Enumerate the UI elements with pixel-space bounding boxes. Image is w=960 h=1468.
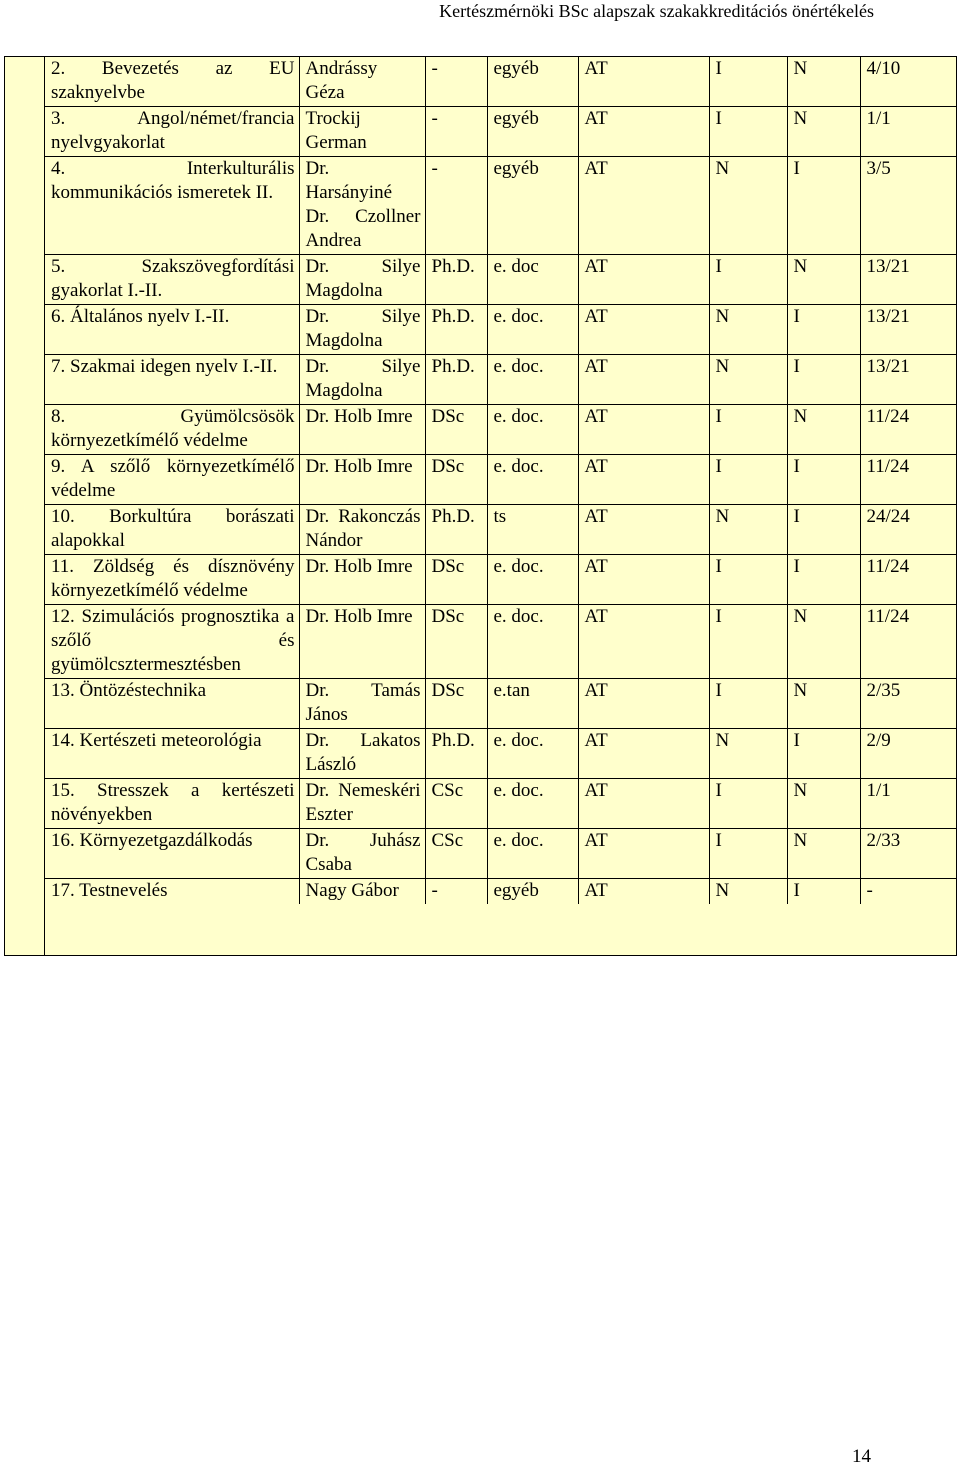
ratio-cell: 13/21 [860,355,956,405]
degree-cell: DSc [425,555,487,605]
teacher-cell: Dr. Holb Imre [299,455,425,505]
table-row [45,405,956,455]
doc-type-cell: egyéb [487,107,578,157]
employment-cell: AT [578,879,709,905]
table-row [45,879,956,905]
code-1-cell: N [709,729,787,779]
employment-cell: AT [578,555,709,605]
employment-cell: AT [578,57,709,107]
ratio-cell: 1/1 [860,779,956,829]
table-row [45,455,956,505]
ratio-cell: 2/33 [860,829,956,879]
teacher-cell: Dr. Harsányiné Dr. Czollner Andrea [299,157,425,255]
doc-type-cell: egyéb [487,57,578,107]
doc-type-cell: e. doc. [487,555,578,605]
subject-cell: 8. Gyümölcsösök környezetkímélő védelme [45,405,299,455]
code-1-cell: I [709,405,787,455]
doc-type-cell: e. doc. [487,355,578,405]
code-1-cell: N [709,505,787,555]
degree-cell: DSc [425,455,487,505]
teacher-cell: Dr. Juhász Csaba [299,829,425,879]
doc-type-cell: ts [487,505,578,555]
employment-cell: AT [578,107,709,157]
table-row [45,829,956,879]
subject-cell: 5. Szakszövegfordítási gyakorlat I.-II. [45,255,299,305]
code-2-cell: N [787,57,860,107]
ratio-cell: - [860,879,956,905]
table-row [45,779,956,829]
table-row [45,729,956,779]
teacher-cell: Dr. Nemeskéri Eszter [299,779,425,829]
code-2-cell: I [787,305,860,355]
code-2-cell: N [787,829,860,879]
subject-cell: 10. Borkultúra borászati alapokkal [45,505,299,555]
teacher-cell: Dr. Rakonczás Nándor [299,505,425,555]
teacher-cell: Dr. Silye Magdolna [299,355,425,405]
code-1-cell: I [709,555,787,605]
ratio-cell: 13/21 [860,305,956,355]
ratio-cell: 1/1 [860,107,956,157]
table-row [45,355,956,405]
page-number: 14 [852,1446,871,1467]
table-row [45,679,956,729]
degree-cell: CSc [425,779,487,829]
code-2-cell: I [787,505,860,555]
code-2-cell: I [787,555,860,605]
table-left-gutter [5,57,45,955]
subject-cell: 6. Általános nyelv I.-II. [45,305,299,355]
ratio-cell: 2/9 [860,729,956,779]
code-2-cell: I [787,355,860,405]
subject-cell: 4. Interkulturális kommunikációs ismeretek II. [45,157,299,255]
doc-type-cell: e. doc. [487,729,578,779]
employment-cell: AT [578,829,709,879]
ratio-cell: 3/5 [860,157,956,255]
subject-cell: 2. Bevezetés az EU szaknyelvbe [45,57,299,107]
subject-cell: 16. Környezetgazdálkodás [45,829,299,879]
ratio-cell: 13/21 [860,255,956,305]
code-2-cell: I [787,879,860,905]
ratio-cell: 11/24 [860,455,956,505]
degree-cell: - [425,107,487,157]
subject-cell: 9. A szőlő környezetkímélő védelme [45,455,299,505]
doc-type-cell: e. doc. [487,405,578,455]
ratio-cell: 24/24 [860,505,956,555]
code-1-cell: I [709,57,787,107]
employment-cell: AT [578,779,709,829]
table-row [45,57,956,107]
employment-cell: AT [578,605,709,679]
course-table [45,57,956,904]
code-1-cell: N [709,355,787,405]
code-1-cell: I [709,107,787,157]
table-row [45,107,956,157]
code-2-cell: N [787,405,860,455]
employment-cell: AT [578,729,709,779]
doc-type-cell: e.tan [487,679,578,729]
doc-type-cell: e. doc. [487,605,578,679]
code-2-cell: N [787,107,860,157]
doc-type-cell: e. doc. [487,305,578,355]
teacher-cell: Dr. Holb Imre [299,555,425,605]
subject-cell: 13. Öntözéstechnika [45,679,299,729]
code-1-cell: I [709,255,787,305]
subject-cell: 12. Szimulációs prognosztika a szőlő és gyümölcsztermesztésben [45,605,299,679]
employment-cell: AT [578,405,709,455]
code-2-cell: N [787,779,860,829]
subject-cell: 17. Testnevelés [51,880,168,901]
code-1-cell: I [709,679,787,729]
table-row [45,157,956,255]
degree-cell: Ph.D. [425,305,487,355]
doc-type-cell: e. doc. [487,829,578,879]
degree-cell: Ph.D. [425,355,487,405]
teacher-cell: Dr. Tamás János [299,679,425,729]
employment-cell: AT [578,157,709,255]
employment-cell: AT [578,455,709,505]
subject-cell: 15. Stresszek a kertészeti növényekben [45,779,299,829]
teacher-cell: Dr. Holb Imre [299,605,425,679]
degree-cell: CSc [425,829,487,879]
table-row [45,555,956,605]
employment-cell: AT [578,679,709,729]
code-2-cell: I [787,455,860,505]
subject-cell: 3. Angol/német/francia nyelvgyakorlat [45,107,299,157]
employment-cell: AT [578,355,709,405]
degree-cell: Ph.D. [425,255,487,305]
teacher-cell: Trockij German [299,107,425,157]
degree-cell: Ph.D. [425,729,487,779]
doc-type-cell: egyéb [487,157,578,255]
subject-cell: 11. Zöldség és dísznövény környezetkímélő védelme [45,555,299,605]
degree-cell: DSc [425,405,487,455]
table-row [45,305,956,355]
teacher-cell: Dr. Holb Imre [299,405,425,455]
teacher-cell: Andrássy Géza [299,57,425,107]
teacher-cell: Dr. Silye Magdolna [299,255,425,305]
table-row [45,505,956,555]
degree-cell: - [425,57,487,107]
degree-cell: - [425,157,487,255]
code-1-cell: N [709,305,787,355]
teacher-cell: Dr. Lakatos László [299,729,425,779]
degree-cell: DSc [425,605,487,679]
table-row [45,255,956,305]
employment-cell: AT [578,505,709,555]
degree-cell: - [425,879,487,905]
table-row [45,605,956,679]
employment-cell: AT [578,255,709,305]
degree-cell: Ph.D. [425,505,487,555]
subject-cell: 7. Szakmai idegen nyelv I.-II. [45,355,299,405]
ratio-cell: 2/35 [860,679,956,729]
code-2-cell: I [787,157,860,255]
doc-type-cell: e. doc [487,255,578,305]
code-1-cell: N [709,157,787,255]
teacher-cell: Dr. Silye Magdolna [299,305,425,355]
code-2-cell: I [787,729,860,779]
subject-cell: 14. Kertészeti meteorológia [45,729,299,779]
code-1-cell: I [709,829,787,879]
doc-type-cell: e. doc. [487,779,578,829]
degree-cell: DSc [425,679,487,729]
teacher-cell: Nagy Gábor [299,879,425,905]
code-1-cell: N [709,879,787,905]
doc-type-cell: egyéb [487,879,578,905]
ratio-cell: 11/24 [860,405,956,455]
course-table-container [4,56,957,956]
code-2-cell: N [787,605,860,679]
ratio-cell: 4/10 [860,57,956,107]
code-1-cell: I [709,605,787,679]
ratio-cell: 11/24 [860,555,956,605]
running-header: Kertészmérnöki BSc alapszak szakakkreditációs önértékelés [439,1,874,21]
code-2-cell: N [787,679,860,729]
employment-cell: AT [578,305,709,355]
code-1-cell: I [709,779,787,829]
code-1-cell: I [709,455,787,505]
doc-type-cell: e. doc. [487,455,578,505]
ratio-cell: 11/24 [860,605,956,679]
code-2-cell: N [787,255,860,305]
